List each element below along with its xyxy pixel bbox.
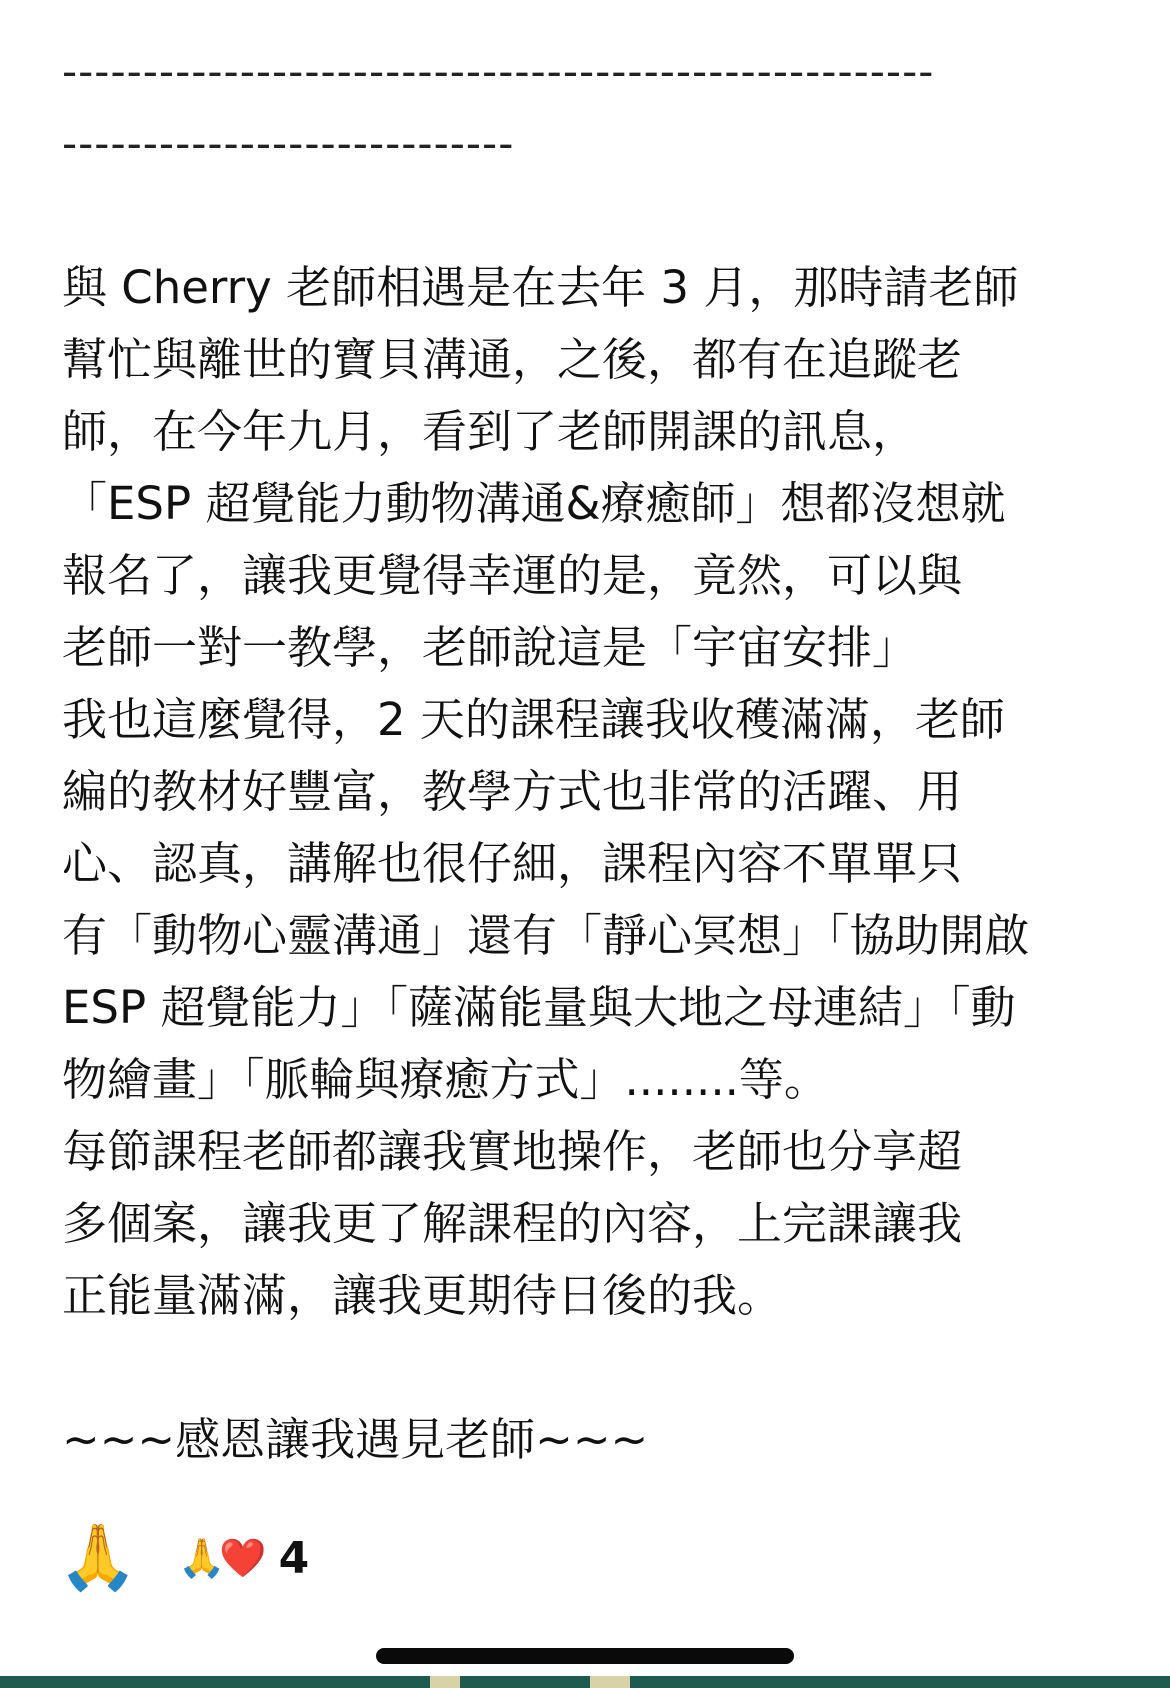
post-text-line: 我也這麼覺得，2 天的課程讓我收穫滿滿，老師 bbox=[62, 693, 1005, 746]
praying-hands-icon[interactable]: 🙏 bbox=[58, 1521, 138, 1595]
blank-line bbox=[62, 1332, 1122, 1404]
post-text-line: 多個案，讓我更了解課程的內容，上完課讓我 bbox=[62, 1197, 963, 1250]
post-text-line: 與 Cherry 老師相遇是在去年 3 月，那時請老師 bbox=[62, 261, 1019, 314]
post-text-line: 正能量滿滿，讓我更期待日後的我。 bbox=[62, 1269, 783, 1322]
reaction-summary[interactable] bbox=[178, 1518, 309, 1598]
spacer bbox=[62, 180, 1122, 252]
post-text-line: 每節課程老師都讓我實地操作，老師也分享超 bbox=[62, 1125, 963, 1178]
closing-line: ~~~感恩讓我遇見老師~~~ bbox=[62, 1413, 649, 1466]
reaction-icons: 🙏❤️ bbox=[178, 1536, 261, 1580]
post-text-line: 「ESP 超覺能力動物溝通&療癒師」想都沒想就 bbox=[62, 477, 1006, 530]
bottom-image-edge bbox=[0, 1676, 1170, 1688]
strip-highlight bbox=[430, 1676, 460, 1688]
post-content bbox=[62, 36, 1122, 1476]
post-text-line: 幫忙與離世的寶貝溝通，之後，都有在追蹤老 bbox=[62, 333, 963, 386]
post-text-line: 老師一對一教學，老師說這是「宇宙安排」 bbox=[62, 621, 918, 674]
post-text-line: 師，在今年九月，看到了老師開課的訊息， bbox=[62, 405, 918, 458]
post-text-line: ESP 超覺能力」「薩滿能量與大地之母連結」「動 bbox=[62, 981, 1016, 1034]
home-indicator[interactable] bbox=[376, 1648, 794, 1664]
divider-line: ---------------------------- bbox=[62, 119, 515, 168]
reaction-count: 4 bbox=[278, 1532, 310, 1584]
post-text-line: 有「動物心靈溝通」還有「靜心冥想」「協助開啟 bbox=[62, 909, 1030, 962]
post-text-line: 心、認真，講解也很仔細，課程內容不單單只 bbox=[62, 837, 963, 890]
reaction-bar bbox=[58, 1518, 309, 1598]
divider-line: ------------------------------------------------------ bbox=[62, 47, 935, 96]
post-text-line: 編的教材好豐富，教學方式也非常的活躍、用 bbox=[62, 765, 963, 818]
post-text-line: 報名了，讓我更覺得幸運的是，竟然，可以與 bbox=[62, 549, 963, 602]
strip-highlight bbox=[590, 1676, 630, 1688]
post-text-line: 物繪畫」「脈輪與療癒方式」........等。 bbox=[62, 1053, 829, 1106]
